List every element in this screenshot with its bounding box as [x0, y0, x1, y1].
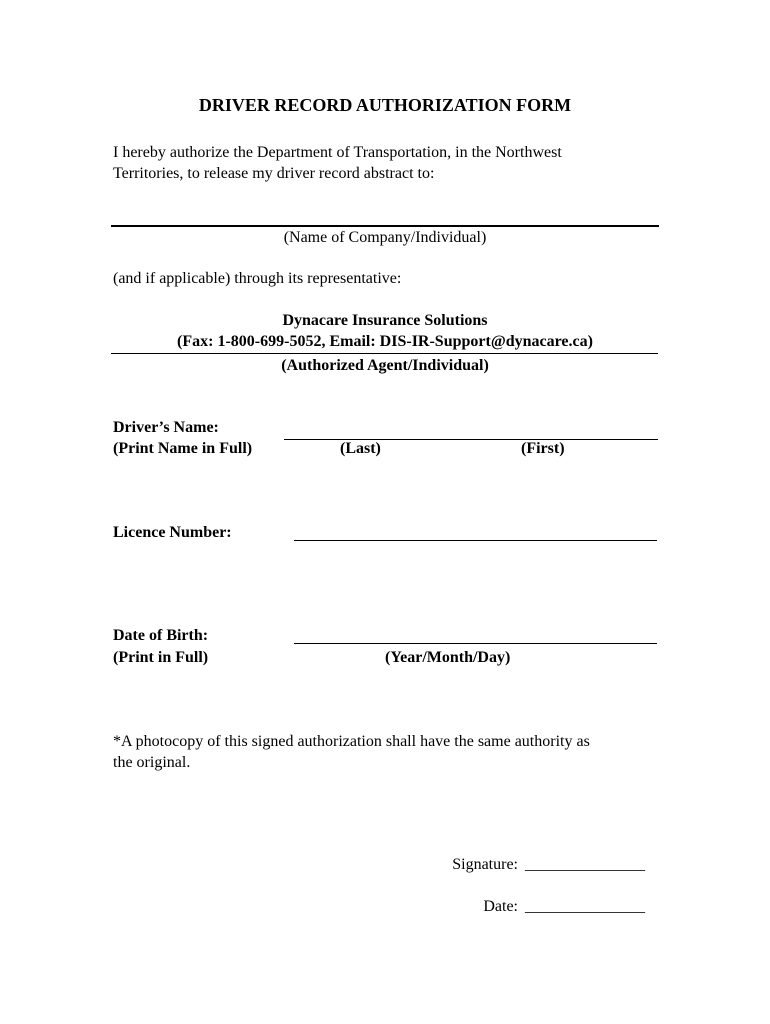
signature-field[interactable]: _______________ [525, 856, 645, 873]
date-field[interactable]: _______________ [525, 898, 645, 915]
signature-label: Signature: [452, 856, 518, 873]
date-of-birth-label: Date of Birth: [113, 627, 209, 644]
agent-contact: (Fax: 1-800-699-5052, Email: DIS-IR-Support@dynacare.ca) [177, 333, 593, 350]
photocopy-note-line-2: the original. [113, 754, 191, 771]
photocopy-note-line-1: *A photocopy of this signed authorization shall have the same authority as [113, 733, 590, 750]
first-name-caption: (First) [521, 440, 565, 457]
date-of-birth-sublabel: (Print in Full) [113, 649, 209, 666]
driver-name-sublabel: (Print Name in Full) [113, 440, 253, 457]
company-signature-line[interactable] [111, 225, 659, 227]
date-of-birth-input-line[interactable] [294, 643, 657, 644]
agent-caption: (Authorized Agent/Individual) [281, 357, 489, 374]
licence-number-input-line[interactable] [294, 540, 657, 541]
representative-text: (and if applicable) through its representative: [113, 270, 402, 287]
date-of-birth-caption: (Year/Month/Day) [385, 649, 511, 666]
form-title: DRIVER RECORD AUTHORIZATION FORM [198, 95, 572, 115]
licence-number-label: Licence Number: [113, 524, 232, 541]
last-name-caption: (Last) [340, 440, 381, 457]
agent-underline [111, 353, 658, 354]
date-label: Date: [483, 898, 518, 915]
intro-line-1: I hereby authorize the Department of Transportation, in the Northwest [113, 144, 562, 161]
intro-line-2: Territories, to release my driver record abstract to: [113, 165, 435, 182]
driver-name-label: Driver’s Name: [113, 419, 219, 436]
company-caption: (Name of Company/Individual) [283, 229, 487, 246]
agent-name: Dynacare Insurance Solutions [282, 312, 488, 329]
